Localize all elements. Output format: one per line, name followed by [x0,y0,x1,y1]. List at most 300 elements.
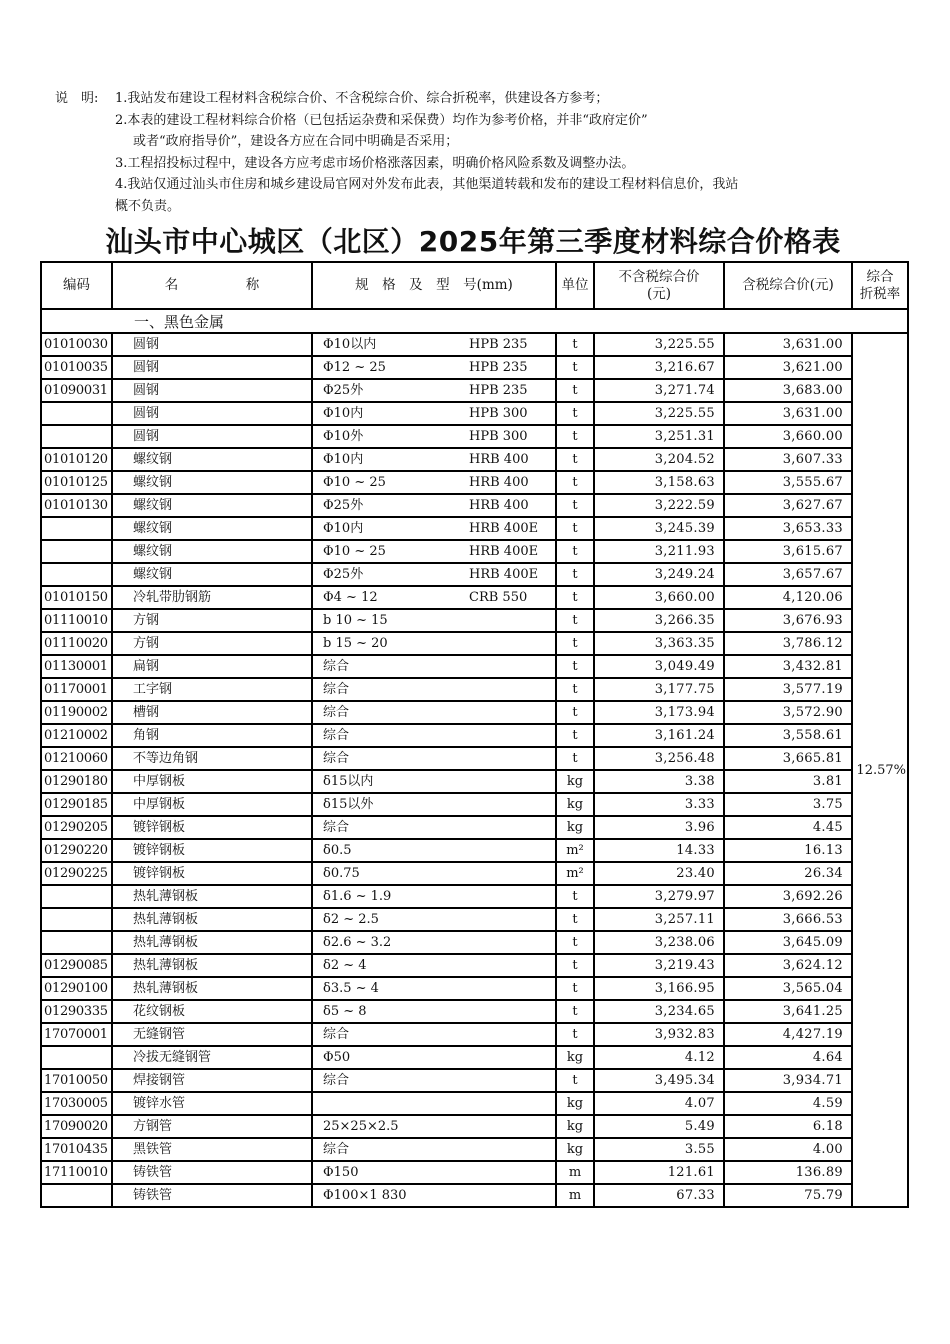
cell-code [41,540,112,563]
cell-price-ex-tax: 3,225.55 [594,402,724,425]
cell-code [41,931,112,954]
note-line-1: 说 明: 1.我站发布建设工程材料含税综合价、不含税综合价、综合折税率，供建设各方参考； [55,88,738,110]
grade-text: HRB 400 [469,452,529,467]
cell-price-ex-tax: 3,234.65 [594,1000,724,1023]
notes-block [55,88,738,217]
table-row [41,1046,908,1069]
cell-price-ex-tax: 3.96 [594,816,724,839]
cell-code: 01010150 [41,586,112,609]
spec-text: b 15 ~ 20 [323,636,388,651]
cell-name: 扁钢 [112,655,312,678]
cell-price-inc-tax: 136.89 [724,1161,852,1184]
cell-unit: kg [556,816,594,839]
table-row [41,471,908,494]
cell-unit: t [556,356,594,379]
cell-price-inc-tax: 16.13 [724,839,852,862]
cell-name: 冷轧带肋钢筋 [112,586,312,609]
table-row [41,770,908,793]
cell-price-inc-tax: 3,627.67 [724,494,852,517]
cell-code [41,908,112,931]
spec-text: 综合 [323,1073,350,1088]
cell-price-ex-tax: 3,177.75 [594,678,724,701]
cell-code: 01010030 [41,333,112,356]
cell-unit: t [556,609,594,632]
cell-spec [312,632,556,655]
table-row [41,724,908,747]
cell-price-ex-tax: 67.33 [594,1184,724,1207]
cell-code: 01010120 [41,448,112,471]
cell-spec [312,379,556,402]
table-row [41,356,908,379]
spec-text: Φ12 ~ 25 [323,360,386,375]
cell-name: 镀锌钢板 [112,816,312,839]
table-row [41,448,908,471]
table-row [41,793,908,816]
cell-price-ex-tax: 3,495.34 [594,1069,724,1092]
header-price-ex-tax: 不含税综合价 (元) [594,262,724,309]
spec-text: Φ25外 [323,383,364,398]
cell-unit: t [556,586,594,609]
cell-code: 17070001 [41,1023,112,1046]
cell-price-ex-tax: 3,225.55 [594,333,724,356]
cell-spec [312,701,556,724]
cell-unit: t [556,379,594,402]
cell-unit: t [556,517,594,540]
cell-name: 冷拔无缝钢管 [112,1046,312,1069]
cell-code [41,425,112,448]
grade-text: CRB 550 [469,590,528,605]
cell-price-inc-tax: 3,565.04 [724,977,852,1000]
cell-price-ex-tax: 3,219.43 [594,954,724,977]
cell-price-inc-tax: 3,660.00 [724,425,852,448]
cell-unit: t [556,954,594,977]
cell-price-ex-tax: 3,256.48 [594,747,724,770]
cell-spec [312,885,556,908]
spec-text: δ15以内 [323,774,374,789]
cell-unit: t [556,402,594,425]
table-row [41,632,908,655]
table-row [41,862,908,885]
cell-code: 01290335 [41,1000,112,1023]
cell-name: 角钢 [112,724,312,747]
table-row [41,954,908,977]
cell-price-inc-tax: 3,577.19 [724,678,852,701]
table-row [41,1115,908,1138]
header-name: 名 称 [112,262,312,309]
table-row [41,908,908,931]
notes-lead: 说 明: [55,91,99,106]
cell-name: 热轧薄钢板 [112,885,312,908]
cell-price-ex-tax: 3,249.24 [594,563,724,586]
cell-tax-rate: 12.57% [852,333,908,1207]
cell-code: 01290205 [41,816,112,839]
cell-code [41,1184,112,1207]
cell-spec [312,1046,556,1069]
cell-unit: kg [556,1046,594,1069]
cell-unit: m [556,1161,594,1184]
cell-name: 圆钢 [112,356,312,379]
spec-text: δ2.6 ~ 3.2 [323,935,392,950]
cell-code [41,1046,112,1069]
cell-code: 01010130 [41,494,112,517]
cell-spec [312,517,556,540]
cell-name: 铸铁管 [112,1161,312,1184]
table-row [41,701,908,724]
cell-price-ex-tax: 3,266.35 [594,609,724,632]
cell-unit: m² [556,839,594,862]
cell-name: 圆钢 [112,379,312,402]
cell-price-ex-tax: 3,158.63 [594,471,724,494]
table-row [41,1069,908,1092]
spec-text: Φ25外 [323,498,364,513]
section-title: 一、黑色金属 [41,309,908,333]
cell-price-ex-tax: 3,245.39 [594,517,724,540]
cell-price-ex-tax: 3,251.31 [594,425,724,448]
cell-name: 铸铁管 [112,1184,312,1207]
cell-name: 无缝钢管 [112,1023,312,1046]
cell-price-ex-tax: 3,238.06 [594,931,724,954]
note-line-3: 3.工程招投标过程中，建设各方应考虑市场价格涨落因素，明确价格风险系数及调整办法。 [115,155,635,171]
table-row [41,1138,908,1161]
table-row [41,839,908,862]
cell-spec [312,1115,556,1138]
cell-price-inc-tax: 4,427.19 [724,1023,852,1046]
cell-price-inc-tax: 4.59 [724,1092,852,1115]
cell-unit: t [556,885,594,908]
grade-text: HRB 400E [469,521,539,536]
cell-name: 黑铁管 [112,1138,312,1161]
note-line-4: 4.我站仅通过汕头市住房和城乡建设局官网对外发布此表，其他渠道转载和发布的建设工程材料信息价，我站 [115,177,739,192]
cell-code: 01210060 [41,747,112,770]
cell-name: 槽钢 [112,701,312,724]
cell-unit: m [556,1184,594,1207]
table-row [41,816,908,839]
cell-unit: kg [556,770,594,793]
cell-unit: t [556,494,594,517]
grade-text: HRB 400E [469,567,539,582]
cell-unit: t [556,1000,594,1023]
cell-spec [312,333,556,356]
spec-text: 综合 [323,728,350,743]
cell-spec [312,655,556,678]
cell-price-inc-tax: 4.00 [724,1138,852,1161]
header-spec: 规 格 及 型 号(mm) [312,262,556,309]
cell-price-ex-tax: 3,279.97 [594,885,724,908]
spec-text: 综合 [323,705,350,720]
cell-spec [312,448,556,471]
spec-text: δ0.75 [323,866,360,881]
cell-spec [312,540,556,563]
cell-spec [312,609,556,632]
cell-code: 01010125 [41,471,112,494]
cell-code [41,563,112,586]
spec-text: Φ10以内 [323,337,377,352]
cell-price-inc-tax: 26.34 [724,862,852,885]
cell-price-ex-tax: 3.33 [594,793,724,816]
cell-price-inc-tax: 3,676.93 [724,609,852,632]
note-line-2-cont: 或者“政府指导价”，建设各方应在合同中明确是否采用； [133,134,459,149]
cell-spec [312,1161,556,1184]
cell-spec [312,356,556,379]
table-row [41,494,908,517]
cell-name: 热轧薄钢板 [112,931,312,954]
table-row [41,1092,908,1115]
grade-text: HPB 235 [469,383,528,398]
cell-price-inc-tax: 4.45 [724,816,852,839]
price-table [40,261,909,1208]
cell-name: 焊接钢管 [112,1069,312,1092]
cell-name: 镀锌水管 [112,1092,312,1115]
cell-spec [312,678,556,701]
cell-price-inc-tax: 3,432.81 [724,655,852,678]
cell-code [41,517,112,540]
cell-price-ex-tax: 3.55 [594,1138,724,1161]
cell-spec [312,563,556,586]
cell-name: 热轧薄钢板 [112,977,312,1000]
cell-price-ex-tax: 3,204.52 [594,448,724,471]
cell-name: 中厚钢板 [112,793,312,816]
cell-code: 17010050 [41,1069,112,1092]
cell-spec [312,1069,556,1092]
section-row [41,309,908,333]
header-tax-rate: 综合 折税率 [852,262,908,309]
cell-price-inc-tax: 3,641.25 [724,1000,852,1023]
cell-price-inc-tax: 3,555.67 [724,471,852,494]
spec-text: Φ25外 [323,567,364,582]
cell-spec [312,724,556,747]
cell-price-ex-tax: 3,173.94 [594,701,724,724]
cell-name: 工字钢 [112,678,312,701]
cell-code: 01110010 [41,609,112,632]
cell-name: 中厚钢板 [112,770,312,793]
cell-spec [312,1184,556,1207]
cell-name: 螺纹钢 [112,471,312,494]
cell-spec [312,954,556,977]
table-row [41,1161,908,1184]
cell-price-ex-tax: 3.38 [594,770,724,793]
spec-text: Φ4 ~ 12 [323,590,378,605]
cell-spec [312,839,556,862]
cell-name: 螺纹钢 [112,517,312,540]
cell-price-ex-tax: 3,660.00 [594,586,724,609]
cell-price-inc-tax: 6.18 [724,1115,852,1138]
spec-text: 综合 [323,682,350,697]
cell-spec [312,425,556,448]
table-row [41,586,908,609]
table-row [41,379,908,402]
cell-code: 01010035 [41,356,112,379]
cell-price-ex-tax: 3,216.67 [594,356,724,379]
table-row [41,931,908,954]
table-row [41,1000,908,1023]
cell-price-inc-tax: 3,572.90 [724,701,852,724]
spec-text: Φ10内 [323,521,364,536]
cell-unit: t [556,655,594,678]
cell-code: 01290185 [41,793,112,816]
cell-code: 01110020 [41,632,112,655]
header-unit: 单位 [556,262,594,309]
grade-text: HRB 400 [469,475,529,490]
cell-price-ex-tax: 3,222.59 [594,494,724,517]
cell-code: 01290085 [41,954,112,977]
table-row [41,655,908,678]
cell-spec [312,977,556,1000]
page-title: 汕头市中心城区（北区）2025年第三季度材料综合价格表 [105,225,841,258]
cell-spec [312,770,556,793]
spec-text: δ15以外 [323,797,374,812]
table-row [41,402,908,425]
cell-unit: t [556,632,594,655]
cell-code: 17090020 [41,1115,112,1138]
cell-name: 方钢 [112,609,312,632]
grade-text: HPB 235 [469,337,528,352]
header-price-inc-tax: 含税综合价(元) [724,262,852,309]
cell-unit: kg [556,793,594,816]
spec-text: δ0.5 [323,843,352,858]
cell-name: 方钢管 [112,1115,312,1138]
cell-name: 镀锌钢板 [112,839,312,862]
cell-unit: t [556,1023,594,1046]
cell-spec [312,494,556,517]
cell-unit: kg [556,1092,594,1115]
cell-spec [312,908,556,931]
cell-price-inc-tax: 3,631.00 [724,333,852,356]
cell-price-inc-tax: 3,786.12 [724,632,852,655]
cell-price-ex-tax: 4.12 [594,1046,724,1069]
cell-price-inc-tax: 3,621.00 [724,356,852,379]
cell-name: 圆钢 [112,402,312,425]
cell-code: 17110010 [41,1161,112,1184]
table-row [41,747,908,770]
table-row [41,678,908,701]
cell-price-ex-tax: 23.40 [594,862,724,885]
cell-code: 01290225 [41,862,112,885]
cell-code: 01190002 [41,701,112,724]
table-row [41,609,908,632]
spec-text: Φ10 ~ 25 [323,544,386,559]
cell-price-ex-tax: 14.33 [594,839,724,862]
cell-code: 01290100 [41,977,112,1000]
note-line-2: 2.本表的建设工程材料综合价格（已包括运杂费和采保费）均作为参考价格，并非“政府定价” [115,112,648,128]
cell-code: 01130001 [41,655,112,678]
cell-price-inc-tax: 3,657.67 [724,563,852,586]
grade-text: HRB 400E [469,544,539,559]
cell-unit: t [556,1069,594,1092]
cell-price-ex-tax: 3,049.49 [594,655,724,678]
cell-unit: m² [556,862,594,885]
cell-spec [312,471,556,494]
cell-price-inc-tax: 3,631.00 [724,402,852,425]
table-row [41,885,908,908]
spec-text: 综合 [323,820,350,835]
cell-price-inc-tax: 3,607.33 [724,448,852,471]
cell-unit: t [556,448,594,471]
cell-name: 方钢 [112,632,312,655]
spec-text: 综合 [323,1027,350,1042]
cell-price-ex-tax: 3,161.24 [594,724,724,747]
cell-price-ex-tax: 3,932.83 [594,1023,724,1046]
cell-code: 01210002 [41,724,112,747]
cell-spec [312,862,556,885]
cell-price-inc-tax: 3,665.81 [724,747,852,770]
cell-unit: t [556,747,594,770]
spec-text: Φ10内 [323,406,364,421]
cell-spec [312,1138,556,1161]
cell-spec [312,816,556,839]
cell-price-inc-tax: 3.75 [724,793,852,816]
cell-price-ex-tax: 3,363.35 [594,632,724,655]
cell-unit: t [556,678,594,701]
spec-text: δ3.5 ~ 4 [323,981,379,996]
cell-price-inc-tax: 3,558.61 [724,724,852,747]
spec-text: 综合 [323,659,350,674]
cell-name: 热轧薄钢板 [112,954,312,977]
cell-unit: t [556,563,594,586]
cell-code: 01290220 [41,839,112,862]
cell-code: 01290180 [41,770,112,793]
cell-unit: t [556,977,594,1000]
spec-text: 综合 [323,1142,350,1157]
cell-name: 螺纹钢 [112,540,312,563]
grade-text: HPB 300 [469,406,528,421]
cell-spec [312,793,556,816]
cell-price-inc-tax: 3,645.09 [724,931,852,954]
cell-spec [312,402,556,425]
cell-unit: kg [556,1115,594,1138]
cell-unit: t [556,908,594,931]
note-line-4-cont: 概不负责。 [115,198,181,214]
cell-price-inc-tax: 4.64 [724,1046,852,1069]
table-row [41,517,908,540]
cell-code: 17010435 [41,1138,112,1161]
spec-text: Φ150 [323,1165,359,1180]
cell-price-inc-tax: 3,666.53 [724,908,852,931]
cell-price-ex-tax: 3,271.74 [594,379,724,402]
cell-name: 螺纹钢 [112,494,312,517]
header-code: 编码 [41,262,112,309]
table-row [41,977,908,1000]
cell-unit: t [556,333,594,356]
table-row [41,563,908,586]
spec-text: δ1.6 ~ 1.9 [323,889,392,904]
spec-text: Φ50 [323,1050,351,1065]
cell-unit: t [556,701,594,724]
cell-spec [312,747,556,770]
table-row [41,1184,908,1207]
cell-price-inc-tax: 3,692.26 [724,885,852,908]
cell-price-inc-tax: 3,615.67 [724,540,852,563]
cell-code: 01090031 [41,379,112,402]
cell-code [41,885,112,908]
cell-price-ex-tax: 121.61 [594,1161,724,1184]
cell-unit: t [556,931,594,954]
cell-price-ex-tax: 4.07 [594,1092,724,1115]
cell-price-inc-tax: 3.81 [724,770,852,793]
cell-spec [312,1092,556,1115]
spec-text: 25×25×2.5 [323,1119,399,1134]
table-row [41,540,908,563]
table-row [41,333,908,356]
grade-text: HRB 400 [469,498,529,513]
cell-code: 01170001 [41,678,112,701]
spec-text: Φ100×1 830 [323,1188,407,1203]
cell-name: 螺纹钢 [112,563,312,586]
cell-name: 圆钢 [112,333,312,356]
spec-text: 综合 [323,751,350,766]
spec-text: Φ10外 [323,429,364,444]
cell-name: 花纹钢板 [112,1000,312,1023]
grade-text: HPB 235 [469,360,528,375]
